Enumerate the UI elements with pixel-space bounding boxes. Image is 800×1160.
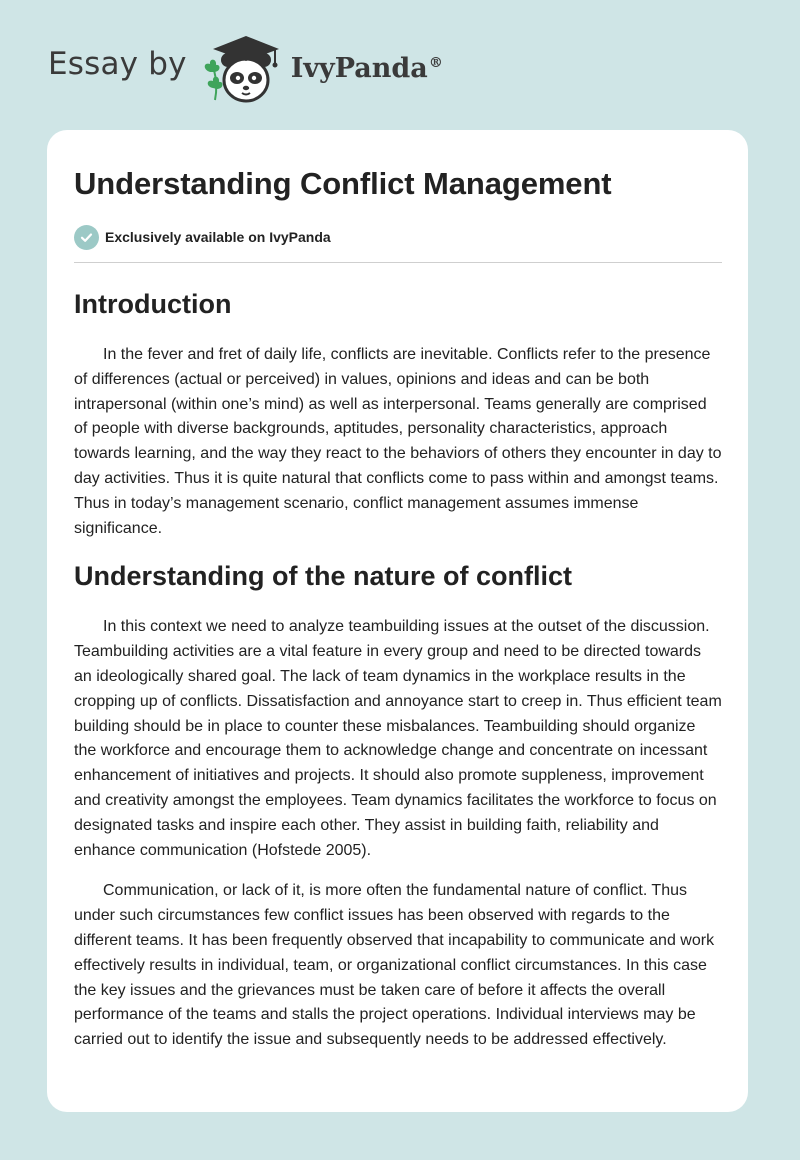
section-heading: Introduction: [74, 289, 232, 319]
panda-logo-icon[interactable]: [201, 30, 287, 110]
exclusive-label: Exclusively available on IvyPanda: [105, 229, 331, 245]
section-nature-of-conflict: [74, 559, 722, 1053]
brand-name-text: IvyPanda: [290, 52, 428, 84]
header-divider: [74, 262, 722, 263]
essay-title: Understanding Conflict Management: [74, 166, 612, 201]
brand-name[interactable]: [291, 53, 443, 84]
essay-card: [47, 130, 748, 1112]
paragraph: In this context we need to analyze teambuilding issues at the outset of the discussion. Teambuilding activities are a vital feature in every group and need to be directed towards an ideologically shared goal. The lack of team dynamics in the workplace results in the cropping up of conflicts. Dissatisfaction and annoyance start to creep in. Thus efficient team building should be in place to counter these misbalances. Teambuilding should organize the workforce and encourage them to acknowledge change and concentrate on incessant enhancement of initiatives and projects. It should also promote suppleness, improvement and creativity amongst the employees. Team dynamics facilitates the workforce to focus on designated tasks and inspire each other. They assist in building faith, reliability and enhance communication (Hofstede 2005).: [74, 618, 722, 859]
site-header: [48, 30, 443, 110]
exclusive-badge: [74, 224, 722, 250]
brand-prefix: Essay by: [48, 46, 187, 82]
check-icon: [74, 225, 99, 250]
paragraph: In the fever and fret of daily life, conflicts are inevitable. Conflicts refer to the presence of differences (actual or perceived) in values, opinions and ideas and can be both intrapersonal (within one’s mind) as well as interpersonal. Teams generally are comprised of people with diverse backgrounds, aptitudes, personality characteristics, approach towards learning, and the way they react to the behaviors of others they encounter in day to day activities. Thus it is quite natural that conflicts come to pass within and amongst teams. Thus in today’s management scenario, conflict management assumes immense significance.: [74, 346, 722, 537]
section-introduction: [74, 287, 722, 541]
paragraph: Communication, or lack of it, is more often the fundamental nature of conflict. Thus under such circumstances few conflict issues has been observed with regards to the different teams. It has been frequently observed that incapability to communicate and work effectively results in individual, team, or organizational conflict circumstances. In this case the key issues and the grievances must be taken care of before it affects the overall performance of the teams and stalls the project operations. Individual interviews may be carried out to identify the issue and subsequently needs to be addressed effectively.: [74, 882, 715, 1049]
registered-mark: ®: [428, 54, 443, 71]
section-heading: Understanding of the nature of conflict: [74, 561, 572, 592]
